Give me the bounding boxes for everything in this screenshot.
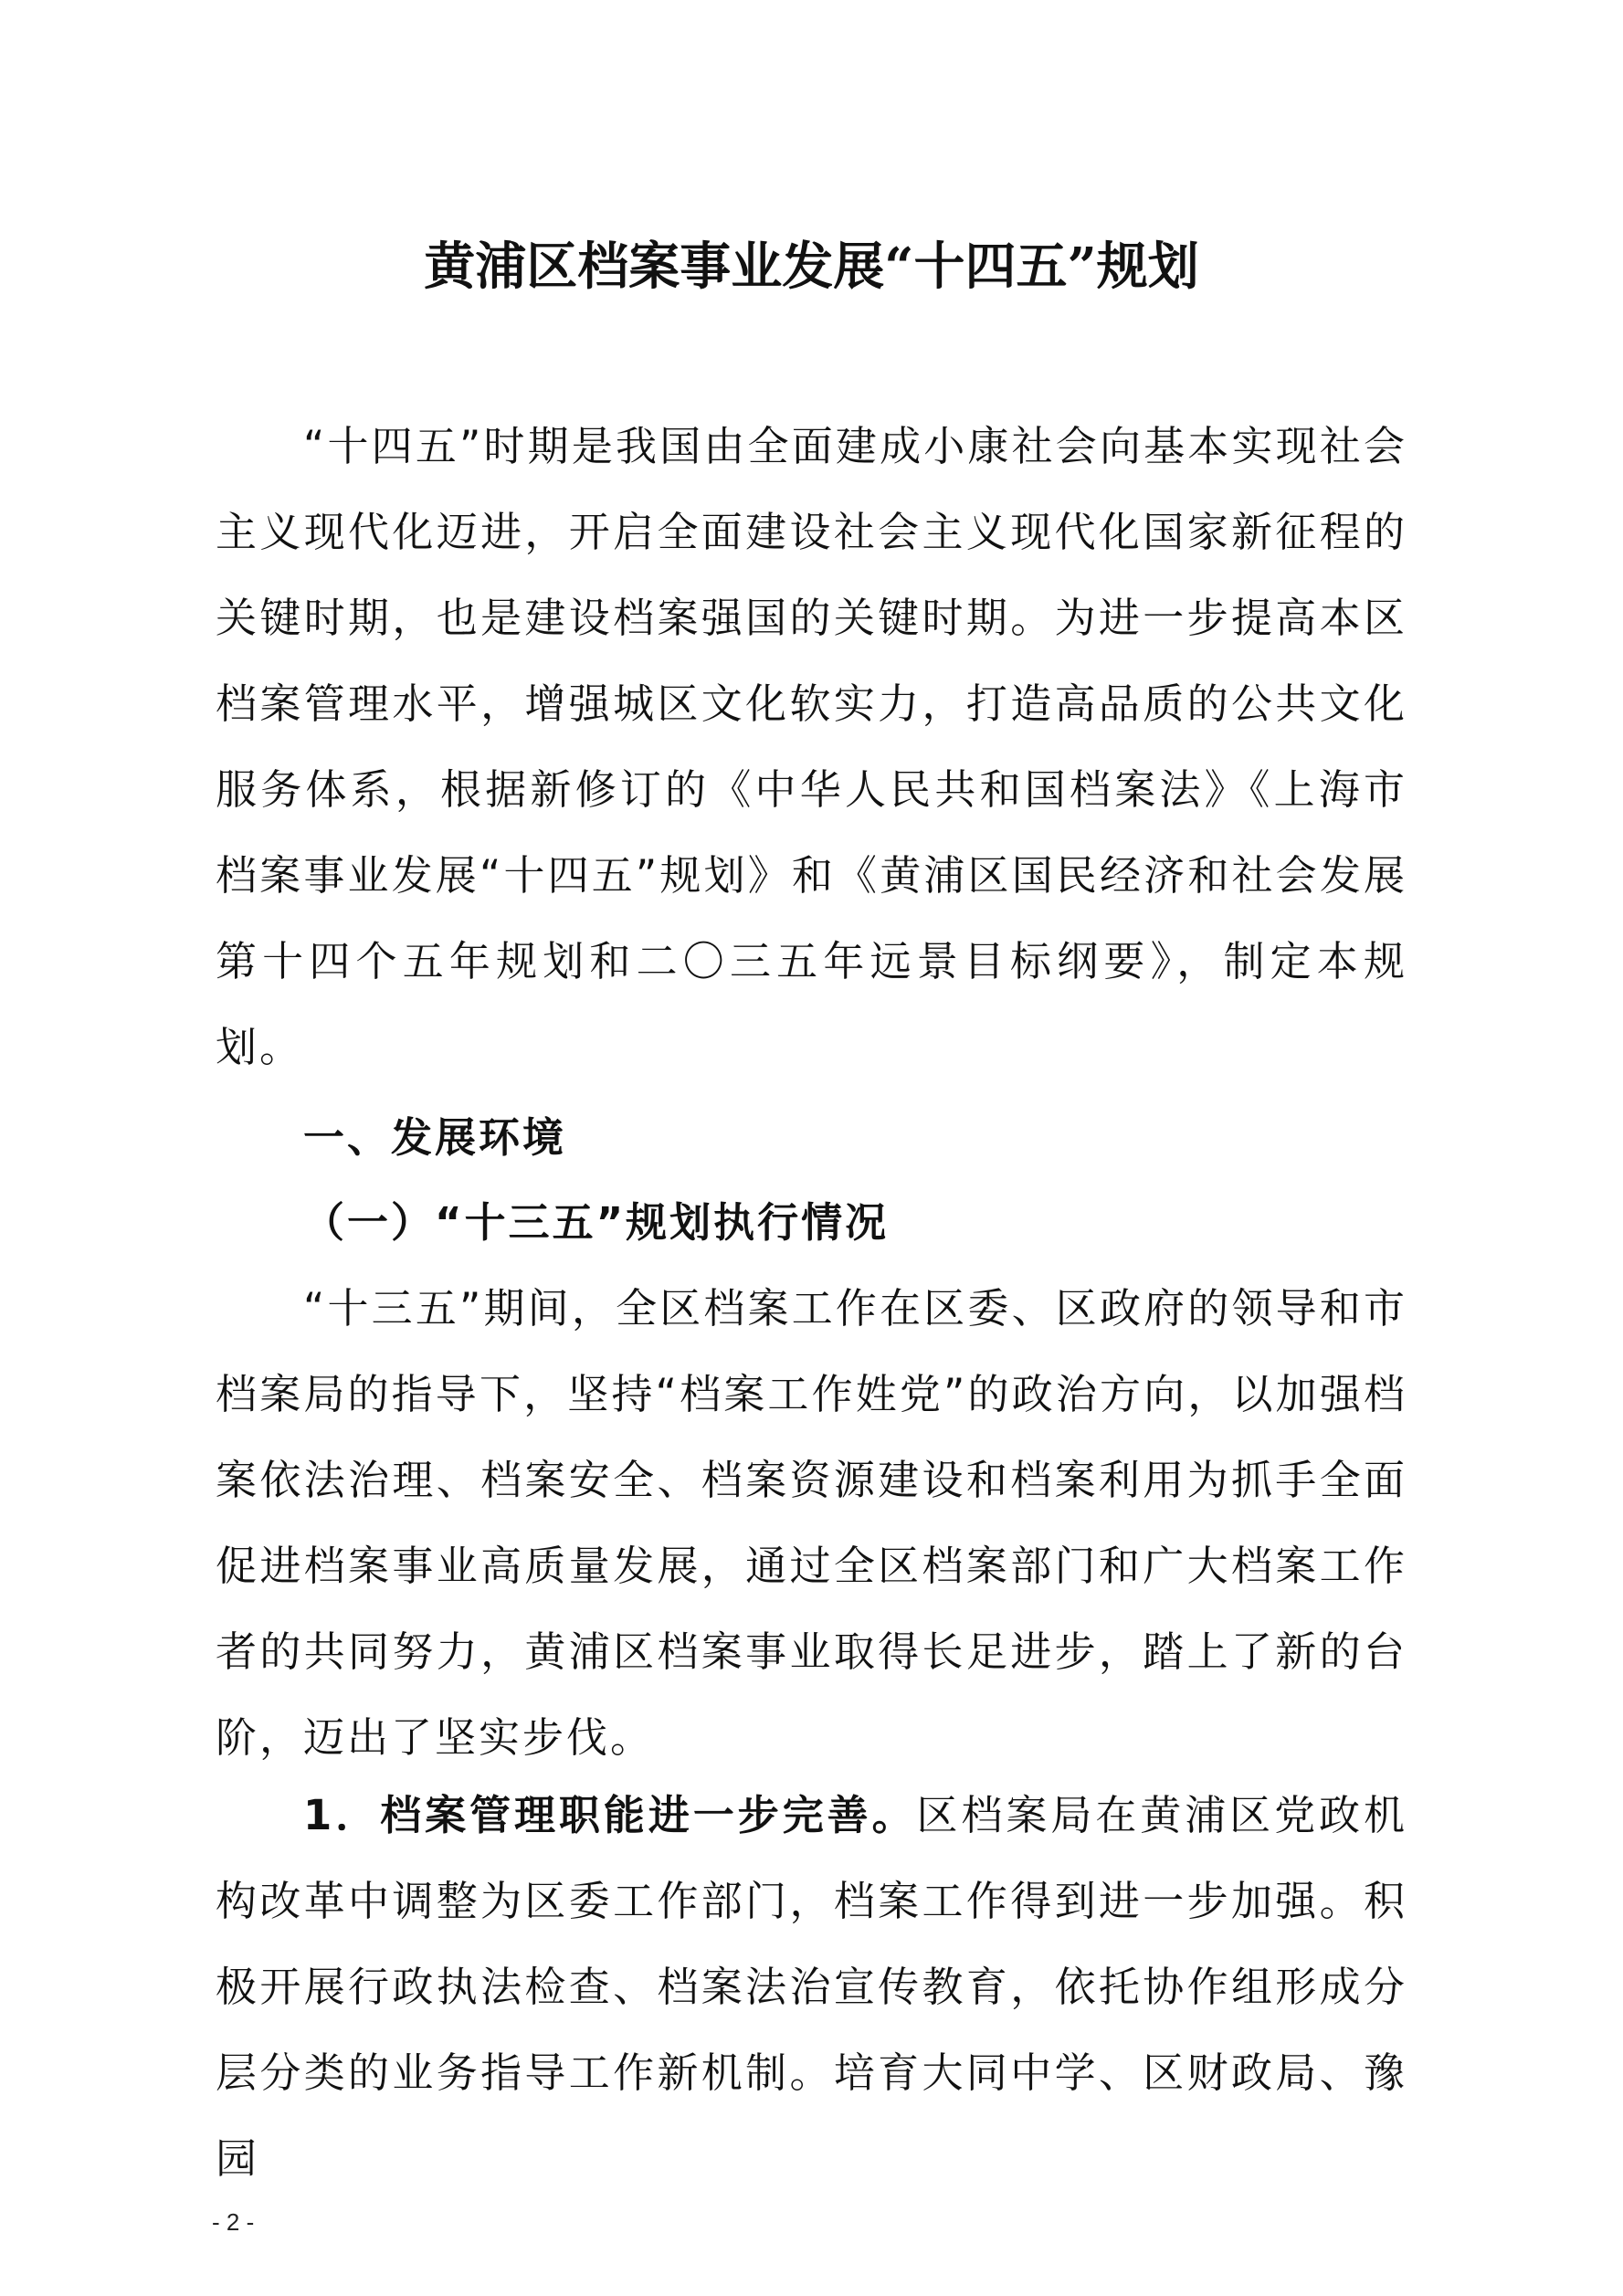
subsection-paragraph: “十三五”期间，全区档案工作在区委、区政府的领导和市档案局的指导下，坚持“档案工作姓党”的政治方向，以加强档案依法治理、档案安全、档案资源建设和档案利用为抓手全面促进档案事业高质量发展，通过全区档案部门和广大档案工作者的共同努力，黄浦区档案事业取得长足进步，踏上了新的台阶，迈出了坚实步伐。 <box>216 1284 1407 1762</box>
section-heading: 一、发展环境 <box>303 1113 567 1162</box>
item-lead-text: 1．档案管理职能进一步完善。 <box>303 1791 917 1839</box>
document-title: 黄浦区档案事业发展“十四五”规划 <box>424 237 1199 297</box>
subsection-heading-block <box>216 1180 1407 1266</box>
subsection-heading: （一）“十三五”规划执行情况 <box>303 1198 890 1247</box>
intro-paragraph: “十四五”时期是我国由全面建成小康社会向基本实现社会主义现代化迈进，开启全面建设社会主义现代化国家新征程的关键时期，也是建设档案强国的关键时期。为进一步提高本区档案管理水平，增强城区文化软实力，打造高品质的公共文化服务体系，根据新修订的《中华人民共和国档案法》《上海市档案事业发展“十四五”规划》和《黄浦区国民经济和社会发展第十四个五年规划和二〇三五年远景目标纲要》，制定本规划。 <box>216 422 1407 1071</box>
item-paragraph <box>216 1773 1407 2202</box>
page-number: - 2 - <box>212 2208 255 2236</box>
subsection-paragraph-block <box>216 1266 1407 1781</box>
intro-paragraph-block <box>216 404 1407 1090</box>
item-paragraph-block <box>216 1773 1407 2202</box>
item-body-text: 区档案局在黄浦区党政机构改革中调整为区委工作部门，档案工作得到进一步加强。积极开展行政执法检查、档案法治宣传教育，依托协作组形成分层分类的业务指导工作新机制。培育大同中学、区财政局、豫园 <box>216 1791 1407 2183</box>
section-heading-block <box>216 1095 1407 1181</box>
